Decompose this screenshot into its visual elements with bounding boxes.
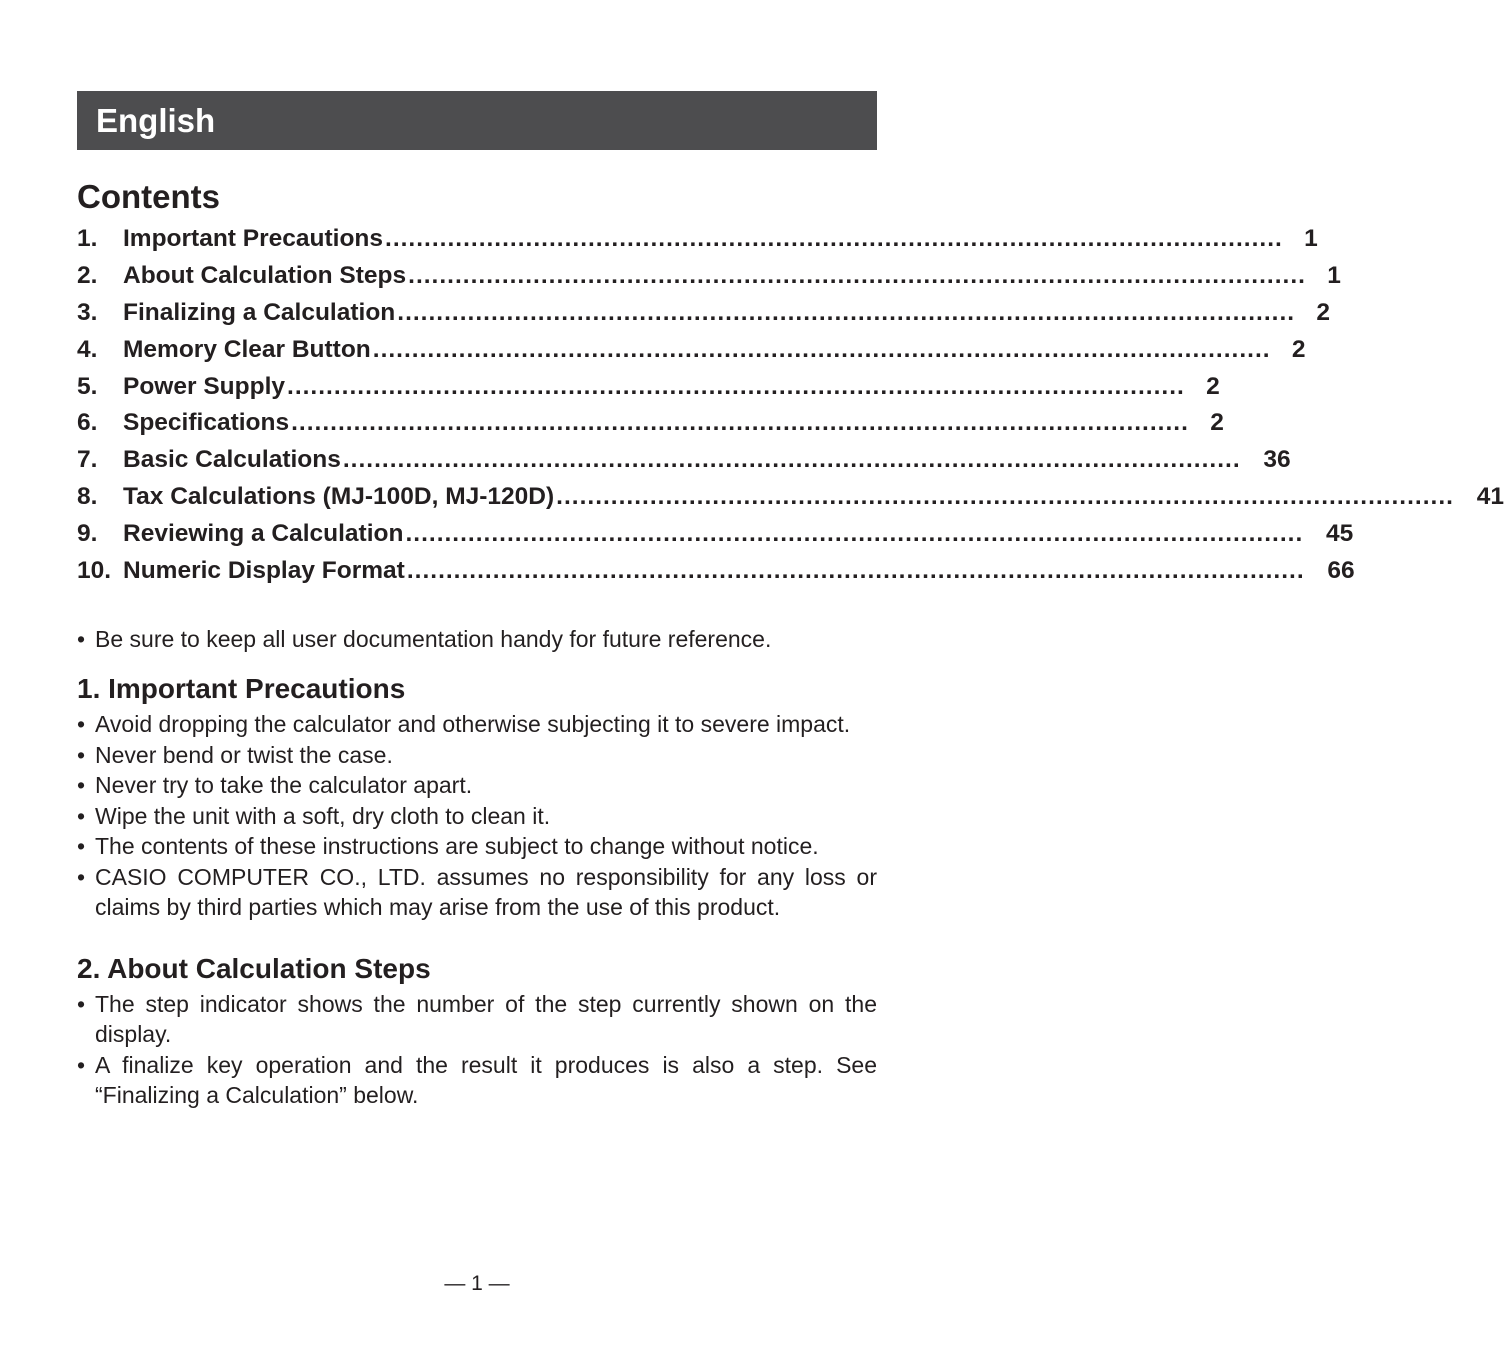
list-item-text: Wipe the unit with a soft, dry cloth to clean it. (95, 802, 551, 829)
list-item-text: A finalize key operation and the result it produces is also a step. See “Finalizing a Calculation” below. (95, 1051, 877, 1109)
toc-entry-title: Important Precautions (123, 225, 384, 252)
list-item (77, 989, 877, 1050)
toc-entry-title: About Calculation Steps (123, 261, 407, 289)
list-item (77, 740, 877, 771)
toc-entry[interactable] (77, 372, 1220, 410)
bullet-icon: • (77, 863, 86, 890)
manual-page (77, 91, 1504, 1111)
toc-entry-page: 2 (1210, 409, 1224, 437)
toc-entry-page: 1 (1327, 261, 1341, 289)
list-item (77, 1050, 877, 1111)
toc-entry-number: 5. (77, 372, 98, 400)
toc-entry[interactable] (77, 520, 1354, 557)
list-item (77, 862, 877, 923)
calculation-steps-list (77, 989, 877, 1111)
bullet-icon: • (77, 990, 86, 1017)
bullet-icon: • (77, 833, 86, 860)
list-item (77, 709, 877, 740)
toc-leader-dots: ................................................................................................................... (408, 261, 1306, 289)
list-item-text: The step indicator shows the number of the step currently shown on the display. (95, 990, 877, 1048)
list-item-text: Avoid dropping the calculator and otherwise subjecting it to severe impact. (95, 711, 851, 738)
toc-entry-page: 1 (1304, 225, 1318, 252)
toc-entry-number: 8. (77, 483, 98, 511)
toc-entry-number: 9. (77, 520, 98, 548)
toc-entry[interactable] (77, 483, 1504, 520)
list-item-text: CASIO COMPUTER CO., LTD. assumes no responsibility for any loss or claims by third parties which may arise from the use of this product. (95, 863, 877, 921)
section-heading-important-precautions: 1. Important Precautions (77, 673, 406, 705)
note-text: Be sure to keep all user documentation handy for future reference. (95, 625, 772, 652)
toc-entry-title: Power Supply (123, 372, 286, 400)
toc-leader-dots: ................................................................................................................... (406, 557, 1305, 585)
toc-entry-page: 41 (1476, 483, 1504, 511)
list-item-text: The contents of these instructions are subject to change without notice. (95, 833, 819, 860)
toc-entry-title: Finalizing a Calculation (123, 298, 396, 326)
bullet-icon: • (77, 625, 86, 652)
toc-entry[interactable] (77, 446, 1291, 483)
precautions-list (77, 709, 877, 923)
toc-entry[interactable] (77, 225, 1318, 262)
toc-entry-number: 7. (77, 446, 98, 474)
toc-leader-dots: ................................................................................................................... (342, 446, 1241, 474)
toc-leader-dots: ................................................................................................................... (405, 520, 1304, 548)
toc-entry[interactable] (77, 335, 1306, 373)
toc-entry[interactable] (77, 409, 1224, 446)
list-item (77, 801, 877, 832)
list-item-text: Never bend or twist the case. (95, 741, 393, 768)
toc-entry-page: 66 (1327, 557, 1355, 585)
toc-entry[interactable] (77, 261, 1341, 299)
toc-entry-number: 4. (77, 335, 98, 363)
toc-entry-page: 2 (1291, 335, 1306, 363)
toc-entry-number: 3. (77, 298, 98, 326)
bullet-icon: • (77, 1051, 86, 1078)
toc-entry[interactable] (77, 298, 1331, 336)
toc-leader-dots: ................................................................................................................... (556, 483, 1454, 511)
table-of-contents (77, 225, 1504, 594)
bullet-icon: • (77, 741, 86, 768)
bullet-icon: • (77, 772, 86, 799)
toc-entry-number: 1. (77, 225, 98, 252)
toc-entry-page: 2 (1206, 372, 1220, 400)
bullet-icon: • (77, 802, 86, 829)
toc-leader-dots: ................................................................................................................... (372, 335, 1271, 363)
toc-entry-title: Numeric Display Format (123, 557, 405, 585)
toc-leader-dots: ................................................................................................................... (291, 409, 1189, 437)
page-number-footer: — 1 — (444, 1272, 510, 1295)
documentation-note (77, 624, 877, 655)
toc-entry-number: 10. (77, 557, 112, 585)
toc-leader-dots: ................................................................................................................... (287, 372, 1185, 400)
contents-title: Contents (77, 178, 220, 215)
section-heading-calculation-steps: 2. About Calculation Steps (77, 952, 431, 984)
list-item (77, 770, 877, 801)
toc-entry-number: 6. (77, 409, 98, 437)
toc-entry-title: Basic Calculations (123, 446, 341, 474)
toc-entry-title: Reviewing a Calculation (123, 520, 404, 548)
list-item (77, 831, 877, 862)
toc-entry-page: 45 (1326, 520, 1354, 548)
toc-entry-page: 2 (1316, 298, 1331, 326)
toc-entry-number: 2. (77, 261, 98, 289)
toc-entry-title: Memory Clear Button (123, 335, 371, 363)
toc-entry-title: Specifications (123, 409, 290, 437)
language-header-bar: English (77, 91, 877, 150)
toc-leader-dots: ................................................................................................................... (385, 225, 1283, 252)
bullet-icon: • (77, 711, 86, 738)
toc-leader-dots: ................................................................................................................... (397, 298, 1296, 326)
toc-entry[interactable] (77, 557, 1355, 594)
toc-entry-title: Tax Calculations (MJ-100D, MJ-120D) (123, 483, 555, 511)
toc-entry-page: 36 (1263, 446, 1291, 474)
list-item-text: Never try to take the calculator apart. (95, 772, 473, 799)
